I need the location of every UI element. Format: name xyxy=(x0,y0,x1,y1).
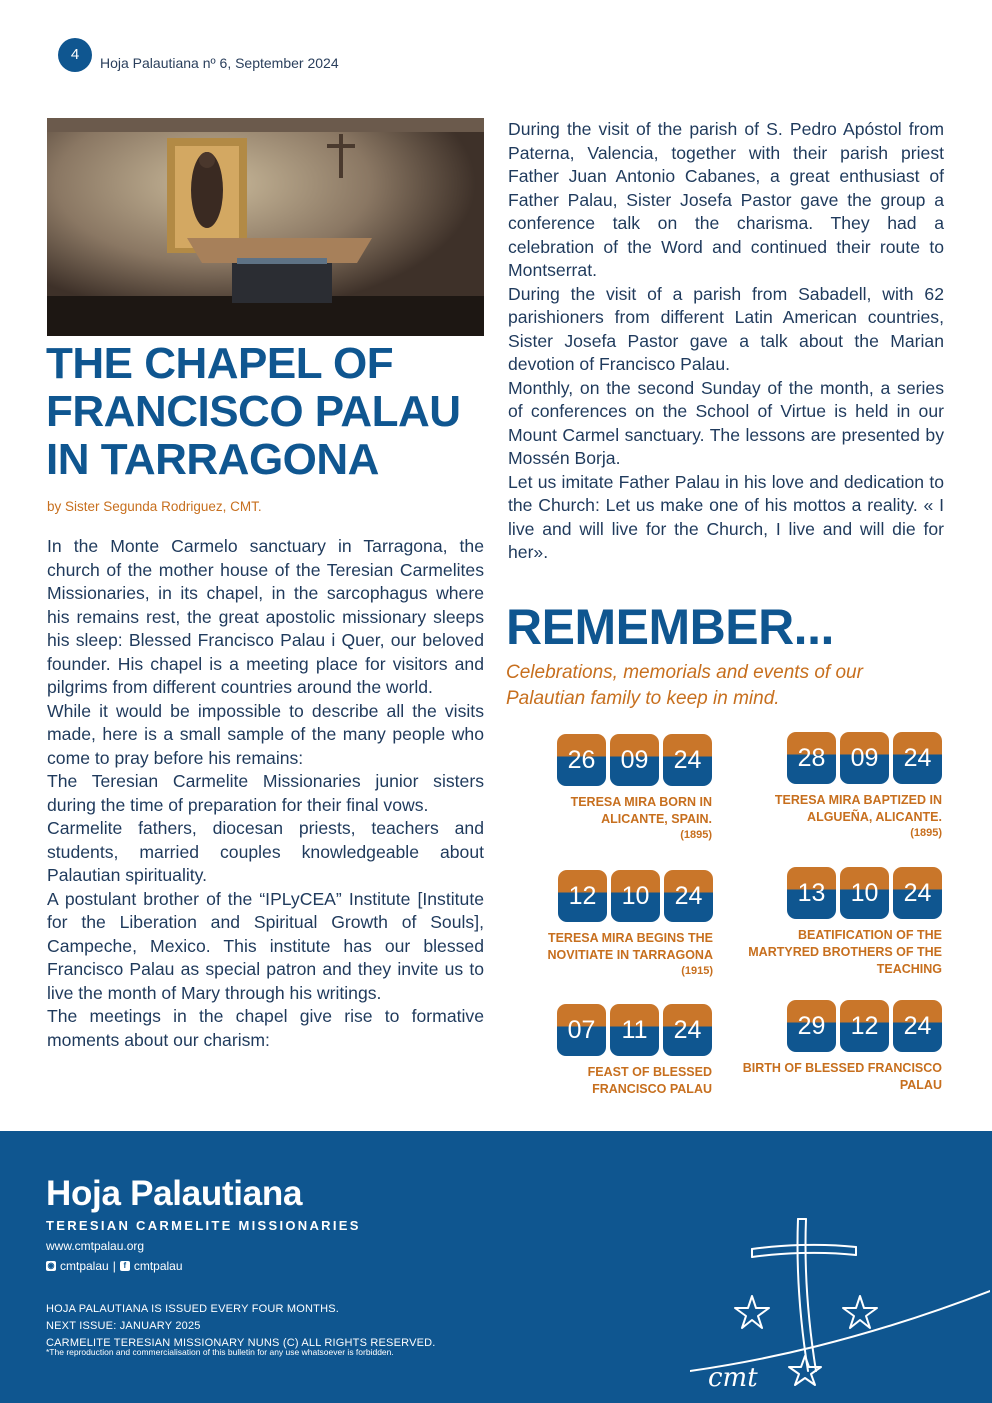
paragraph: While it would be impossible to describe all the visits made, here is a small sample of the many people who come to pray before his remains: xyxy=(47,700,484,768)
footer-note: CARMELITE TERESIAN MISSIONARY NUNS (C) ALL RIGHTS RESERVED. xyxy=(46,1337,436,1349)
event-month: 10 xyxy=(840,867,889,919)
event-dates xyxy=(742,732,942,784)
footer-title: Hoja Palautiana xyxy=(46,1174,303,1213)
article-title xyxy=(46,340,496,484)
page-number: 4 xyxy=(58,38,92,72)
paragraph: Carmelite fathers, diocesan priests, teachers and students, married couples knowledgeable about Palautian spirituality. xyxy=(47,818,484,885)
event-dates xyxy=(742,1000,942,1052)
event-month: 09 xyxy=(840,732,889,784)
footer-note: HOJA PALAUTIANA IS ISSUED EVERY FOUR MONTHS. xyxy=(46,1303,340,1315)
event-year: 24 xyxy=(893,867,942,919)
social-handle-2[interactable]: cmtpalau xyxy=(133,1259,183,1273)
event-label: BEATIFICATION OF THE MARTYRED BROTHERS OF THE TEACHING xyxy=(748,928,942,976)
paragraph: During the visit of the parish of S. Pedro Apóstol from Paterna, Valencia, together with their parish priest Father Juan Antonio Cabanes, a great enthusiast of Father Palau, Sister Josefa Pastor gave the group a conference talk on the charisma. They had a celebration of the Word and continued their route to Montserrat. xyxy=(508,119,944,280)
chapel-photo xyxy=(47,118,484,336)
event-year: 24 xyxy=(664,870,713,922)
event-dates xyxy=(742,867,942,919)
event-item xyxy=(742,867,942,978)
event-label: BIRTH OF BLESSED FRANCISCO PALAU xyxy=(742,1061,942,1092)
event-year: 24 xyxy=(663,1004,712,1056)
event-day: 07 xyxy=(557,1004,606,1056)
article-left-column xyxy=(47,535,484,1052)
title-line: FRANCISCO PALAU xyxy=(46,387,461,436)
event-item xyxy=(742,732,942,841)
footer-website-link[interactable]: www.cmtpalau.org xyxy=(46,1239,145,1253)
event-day: 13 xyxy=(787,867,836,919)
title-line: THE CHAPEL OF xyxy=(46,339,394,388)
event-dates xyxy=(512,734,712,786)
event-dates xyxy=(513,870,713,922)
title-line: IN TARRAGONA xyxy=(46,435,379,484)
logo-text: cmt xyxy=(708,1363,758,1393)
footer xyxy=(0,1131,992,1403)
event-month: 09 xyxy=(610,734,659,786)
event-label: TERESA MIRA BEGINS THE NOVITIATE IN TARRAGONA xyxy=(547,931,713,962)
event-label: FEAST OF BLESSED FRANCISCO PALAU xyxy=(587,1065,712,1096)
article-byline: by Sister Segunda Rodriguez, CMT. xyxy=(47,499,262,514)
paragraph: During the visit of a parish from Sabadell, with 62 parishioners from different Latin American countries, Sister Josefa Pastor gave a talk about the Marian devotion of Francisco Palau. xyxy=(508,283,944,374)
paragraph: A postulant brother of the “IPLyCEA” Institute [Institute for the Liberation and Spiritual Growth of Souls], Campeche, Mexico. This institute has our blessed Francisco Palau as special patron and they invite us to live the month of Mary through his writings. xyxy=(47,888,484,1003)
social-separator: | xyxy=(112,1259,116,1273)
paragraph: Let us imitate Father Palau in his love and dedication to the Church: Let us make one of his mottos a reality. « I live and will live for the Church, I live and will die for her». xyxy=(508,471,944,562)
article-right-column xyxy=(508,118,944,565)
event-day: 29 xyxy=(787,1000,836,1052)
event-note: (1895) xyxy=(680,829,712,841)
event-month: 11 xyxy=(610,1004,659,1056)
event-note: (1915) xyxy=(681,965,713,977)
footer-social xyxy=(46,1259,183,1273)
event-day: 26 xyxy=(557,734,606,786)
footer-note: NEXT ISSUE: JANUARY 2025 xyxy=(46,1320,201,1332)
footer-notes xyxy=(46,1301,436,1352)
footer-subtitle: TERESIAN CARMELITE MISSIONARIES xyxy=(46,1218,361,1233)
remember-heading: REMEMBER... xyxy=(506,599,834,655)
event-month: 12 xyxy=(840,1000,889,1052)
facebook-icon: f xyxy=(120,1261,130,1271)
paragraph: The meetings in the chapel give rise to formative moments about our charism: xyxy=(47,1006,484,1050)
cmt-logo xyxy=(690,1171,990,1401)
footer-disclaimer: *The reproduction and commercialisation of this bulletin for any use whatsoever is forbidden. xyxy=(46,1347,394,1357)
event-note: (1895) xyxy=(910,827,942,839)
paragraph: Monthly, on the second Sunday of the month, a series of conferences on the School of Virtue is held in our Mount Carmel sanctuary. The lessons are presented by Mossén Borja. xyxy=(508,377,944,468)
social-icon: ◉ xyxy=(47,1261,55,1270)
event-day: 12 xyxy=(558,870,607,922)
event-day: 28 xyxy=(787,732,836,784)
event-year: 24 xyxy=(893,732,942,784)
event-item xyxy=(512,734,712,843)
paragraph: The Teresian Carmelite Missionaries junior sisters during the time of preparation for their final vows. xyxy=(47,771,484,815)
event-item xyxy=(742,1000,942,1094)
event-label: TERESA MIRA BAPTIZED IN ALGUEÑA, ALICANTE. xyxy=(774,793,942,824)
paragraph: In the Monte Carmelo sanctuary in Tarragona, the church of the mother house of the Teresian Carmelites Missionaries, in its chapel, in the sarcophagus where his remains rest, the great apostolic missionary sleeps his sleep: Blessed Francisco Palau i Quer, our beloved founder. His chapel is a meeting place for visitors and pilgrims from different countries around the world. xyxy=(47,536,484,697)
event-item xyxy=(512,1004,712,1098)
event-item xyxy=(513,870,713,979)
event-month: 10 xyxy=(611,870,660,922)
event-year: 24 xyxy=(893,1000,942,1052)
remember-subtitle: Celebrations, memorials and events of our Palautian family to keep in mind. xyxy=(506,662,863,709)
event-label: TERESA MIRA BORN IN ALICANTE, SPAIN. xyxy=(570,795,712,826)
publication-header: Hoja Palautiana nº 6, September 2024 xyxy=(100,55,339,71)
event-dates xyxy=(512,1004,712,1056)
event-year: 24 xyxy=(663,734,712,786)
social-handle-1[interactable]: cmtpalau xyxy=(60,1259,109,1273)
